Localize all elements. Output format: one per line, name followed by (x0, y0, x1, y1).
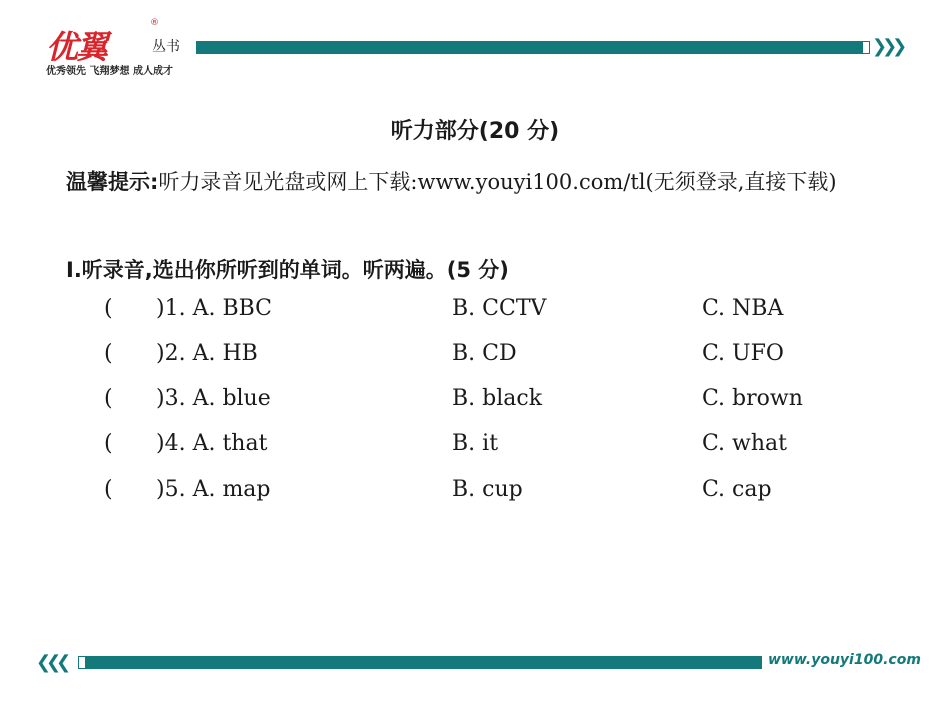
logo-text: 优翼 (46, 28, 107, 66)
answer-blank[interactable]: ( (104, 386, 113, 411)
section-title: 听力部分(20 分) (390, 119, 560, 144)
brand-slogan: 优秀领先 飞翔梦想 成人成才 (46, 66, 173, 77)
option-a: )5. A. map (156, 477, 271, 502)
answer-blank[interactable]: ( (104, 431, 113, 456)
answer-blank[interactable]: ( (104, 341, 113, 366)
footer-url-link[interactable]: www.youyi100.com (768, 652, 921, 668)
option-b: B. cup (452, 477, 523, 502)
chevron-right-icon: ❯❯❯ (872, 36, 903, 57)
question-heading: Ⅰ.听录音,选出你所听到的单词。听两遍。(5 分) (66, 258, 509, 282)
brand-logo (30, 18, 200, 78)
header-bar-cap (862, 41, 870, 54)
tip-text: 听力录音见光盘或网上下载:www.youyi100.com/tl(无须登录,直接下载) (158, 170, 837, 194)
option-a: )3. A. blue (156, 386, 271, 411)
tip-paragraph (66, 160, 896, 204)
option-c: C. UFO (702, 341, 784, 366)
option-c: C. NBA (702, 296, 784, 321)
option-b: B. it (452, 431, 499, 456)
option-b: B. black (452, 386, 543, 411)
option-c: C. cap (702, 477, 772, 502)
question-row (0, 341, 950, 381)
option-a: )2. A. HB (156, 341, 258, 366)
logo-series-label: 丛书 (152, 39, 180, 55)
option-c: C. what (702, 431, 787, 456)
option-b: B. CCTV (452, 296, 547, 321)
header-divider-bar (196, 41, 862, 54)
option-a: )1. A. BBC (156, 296, 273, 321)
answer-blank[interactable]: ( (104, 296, 113, 321)
option-a: )4. A. that (156, 431, 268, 456)
question-row (0, 477, 950, 517)
footer-bar-cap (78, 656, 86, 669)
question-row (0, 386, 950, 426)
question-row (0, 296, 950, 336)
question-row (0, 431, 950, 471)
footer-divider-bar (86, 656, 762, 669)
answer-blank[interactable]: ( (104, 477, 113, 502)
tip-label: 温馨提示: (66, 170, 159, 194)
chevron-left-icon: ❮❮❮ (36, 652, 67, 673)
registered-mark: ® (150, 18, 159, 28)
option-b: B. CD (452, 341, 517, 366)
option-c: C. brown (702, 386, 803, 411)
